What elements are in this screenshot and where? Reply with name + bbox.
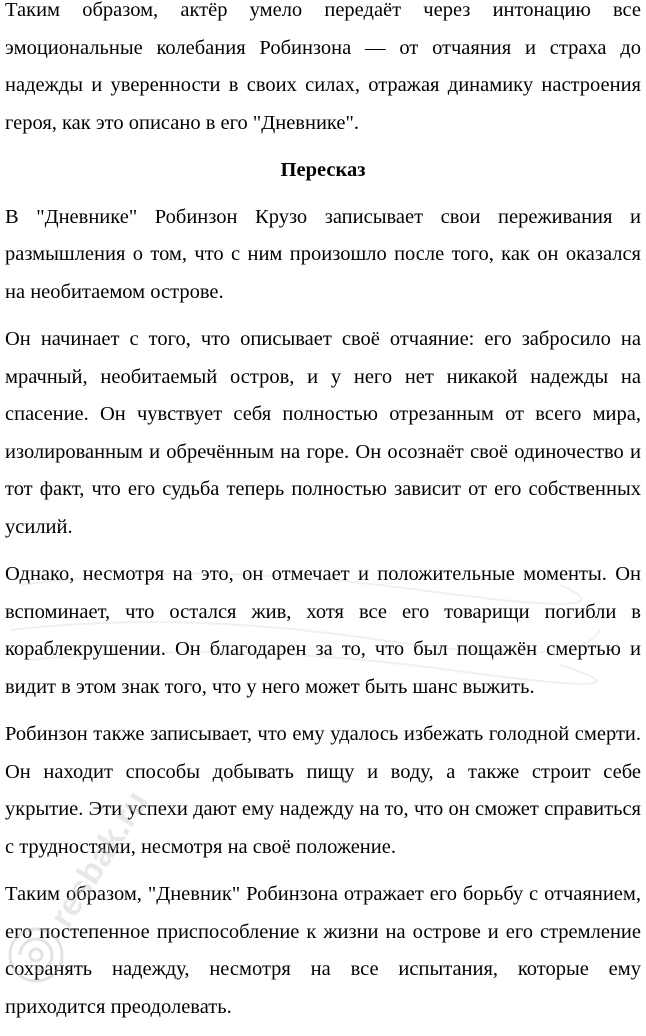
paragraph: Таким образом, "Дневник" Робинзона отражает его борьбу с отчаянием, его постепенное приспособление к жизни на острове и его стремление сохранять надежду, несмотря на все испытания, которые ему приходится преодолевать. — [5, 883, 641, 1018]
paragraph: В "Дневнике" Робинзон Крузо записывает свои переживания и размышления о том, что с ним произошло после того, как он оказался на необитаемом острове. — [5, 205, 641, 303]
paragraph: Однако, несмотря на это, он отмечает и положительные моменты. Он вспоминает, что остался жив, хотя все его товарищи погибли в кораблекрушении. Он благодарен за то, что был пощажён смертью и видит в этом знак того, что у него может быть шанс выжить. — [5, 563, 641, 698]
section-heading: Пересказ — [280, 159, 366, 181]
paragraph: Таким образом, актёр умело передаёт через интонацию все эмоциональные колебания Робинзона — от отчаяния и страха до надежды и уверенности в своих силах, отражая динамику настроения героя, как это описано в его "Дневнике". — [5, 0, 641, 134]
paragraph: Он начинает с того, что описывает своё отчаяние: его забросило на мрачный, необитаемый остров, и у него нет никакой надежды на спасение. Он чувствует себя полностью отрезанным от всего мира, изолированным и обречённым на горе. Он осознаёт своё одиночество и тот факт, что его судьба теперь полностью зависит от его собственных усилий. — [5, 328, 641, 538]
paragraph: Робинзон также записывает, что ему удалось избежать голодной смерти. Он находит способы добывать пищу и воду, а также строит себе укрытие. Эти успехи дают ему надежду на то, что он сможет справиться с трудностями, несмотря на своё положение. — [5, 723, 641, 858]
document-body — [5, 0, 641, 1036]
svg-text:resbak.ru: resbak.ru — [42, 784, 156, 935]
